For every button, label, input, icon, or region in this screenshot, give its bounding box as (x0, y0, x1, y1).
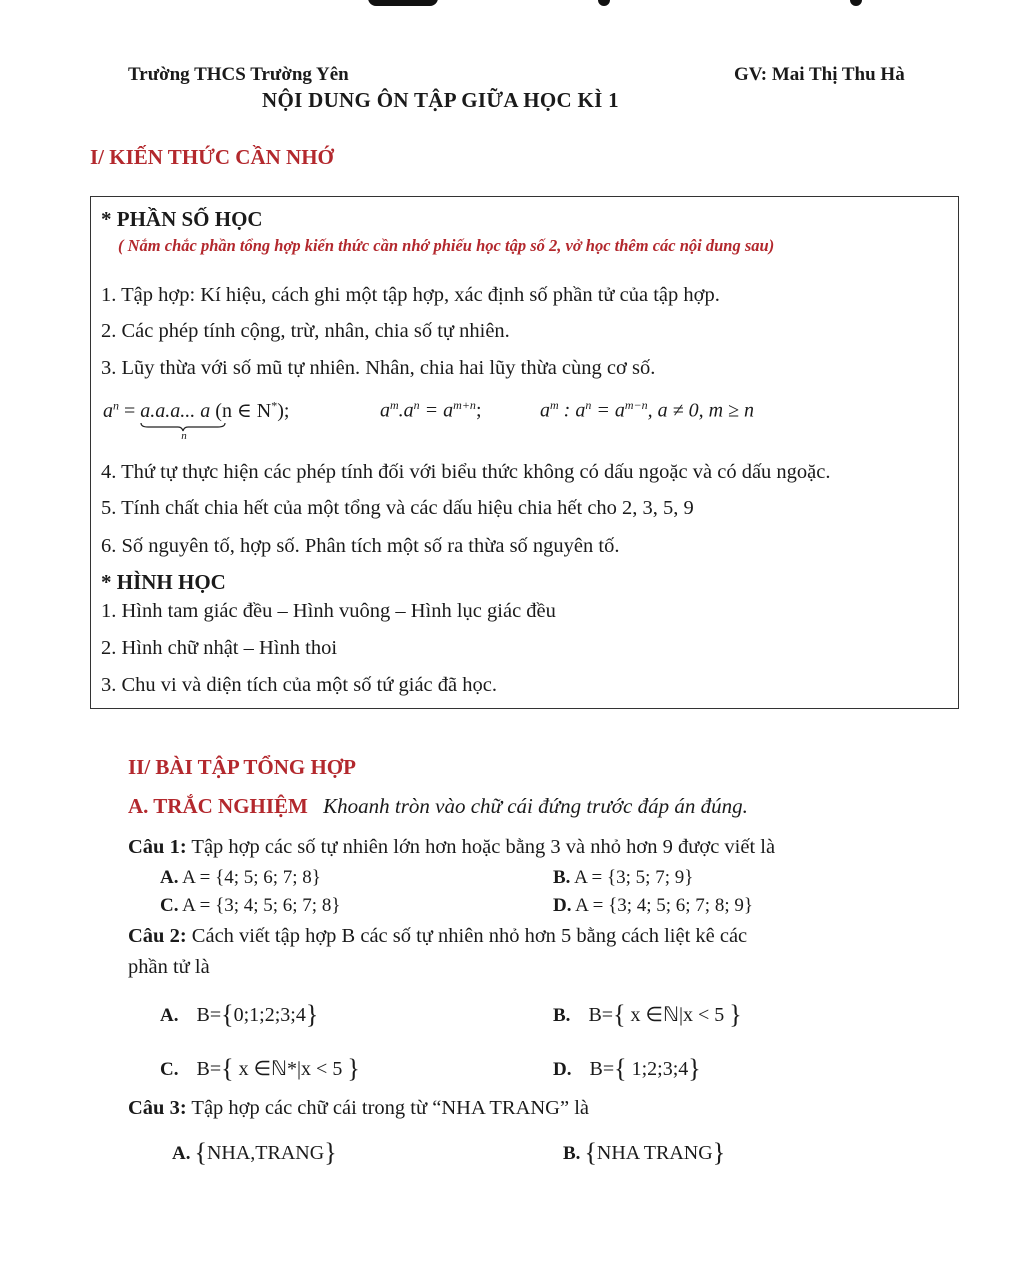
top-crop-strip (0, 0, 1024, 10)
arithmetic-item: 6. Số nguyên tố, hợp số. Phân tích một số ra thừa số nguyên tố. (101, 535, 620, 557)
geometry-item: 3. Chu vi và diện tích của một số tứ giác đã học. (101, 674, 497, 696)
q2-option-d[interactable]: D. B={ 1;2;3;4} (553, 1054, 701, 1083)
question-1: Câu 1: Tập hợp các số tự nhiên lớn hơn hoặc bằng 3 và nhỏ hơn 9 được viết là (128, 836, 776, 858)
arithmetic-item: 5. Tính chất chia hết của một tổng và các dấu hiệu chia hết cho 2, 3, 5, 9 (101, 497, 694, 519)
page-title: NỘI DUNG ÔN TẬP GIỮA HỌC KÌ 1 (262, 88, 619, 112)
arithmetic-note: ( Nắm chắc phần tổng hợp kiến thức cần nhớ phiếu học tập số 2, vở học thêm các nội dung sau) (118, 236, 775, 255)
formula-power-definition: $a^n = a.a.a$... a n (n ∈ N*); (103, 398, 290, 442)
multiple-choice-heading (128, 794, 748, 819)
q1-option-d[interactable]: D. A = {3; 4; 5; 6; 7; 8; 9} (553, 895, 753, 916)
arithmetic-item: 1. Tập hợp: Kí hiệu, cách ghi một tập hợp, xác định số phần tử của tập hợp. (101, 284, 720, 306)
arithmetic-item: 3. Lũy thừa với số mũ tự nhiên. Nhân, chia hai lũy thừa cùng cơ số. (101, 357, 656, 379)
q2-option-b[interactable]: B. B={ x ∈ℕ|x < 5 } (553, 1000, 742, 1029)
crop-mark (598, 0, 610, 6)
q3-option-b[interactable]: B. {NHA TRANG} (563, 1138, 726, 1167)
crop-mark (368, 0, 438, 6)
geometry-item: 2. Hình chữ nhật – Hình thoi (101, 637, 338, 659)
arithmetic-item: 4. Thứ tự thực hiện các phép tính đối với biểu thức không có dấu ngoặc và có dấu ngoặc. (101, 461, 831, 483)
question-2-continued: phần tử là (128, 956, 210, 978)
knowledge-box (90, 196, 959, 709)
section1-title: I/ KIẾN THỨC CẦN NHỚ (90, 145, 334, 169)
geometry-item: 1. Hình tam giác đều – Hình vuông – Hình lục giác đều (101, 600, 556, 622)
crop-mark (850, 0, 862, 6)
question-2: Câu 2: Cách viết tập hợp B các số tự nhiên nhỏ hơn 5 bằng cách liệt kê các (128, 925, 748, 947)
arithmetic-heading: * PHẦN SỐ HỌC (101, 207, 263, 231)
q2-option-a[interactable]: A. B={0;1;2;3;4} (160, 1000, 319, 1029)
q1-option-b[interactable]: B. A = {3; 5; 7; 9} (553, 867, 694, 888)
q2-option-c[interactable]: C. B={ x ∈ℕ*|x < 5 } (160, 1054, 360, 1083)
geometry-heading: * HÌNH HỌC (101, 570, 226, 594)
part-label: A. TRẮC NGHIỆM (128, 794, 308, 818)
formula-power-quotient: $a^m$ : $a^n = a^{m-n}$, a ≠ 0, m ≥ n (540, 398, 755, 422)
school-name: Trường THCS Trường Yên (128, 64, 349, 85)
q1-option-c[interactable]: C. A = {3; 4; 5; 6; 7; 8} (160, 895, 341, 916)
question-3: Câu 3: Tập hợp các chữ cái trong từ “NHA TRANG” là (128, 1097, 590, 1119)
arithmetic-item: 2. Các phép tính cộng, trừ, nhân, chia số tự nhiên. (101, 320, 510, 342)
section2-title: II/ BÀI TẬP TỔNG HỢP (128, 755, 356, 779)
q1-option-a[interactable]: A. A = {4; 5; 6; 7; 8} (160, 867, 321, 888)
teacher-name: GV: Mai Thị Thu Hà (734, 64, 905, 85)
formula-power-product: $a^m.a^n = a^{m+n}$; (380, 398, 482, 422)
q3-option-a[interactable]: A. {NHA,TRANG} (172, 1138, 337, 1167)
part-instruction: Khoanh tròn vào chữ cái đứng trước đáp án đúng. (323, 794, 748, 818)
